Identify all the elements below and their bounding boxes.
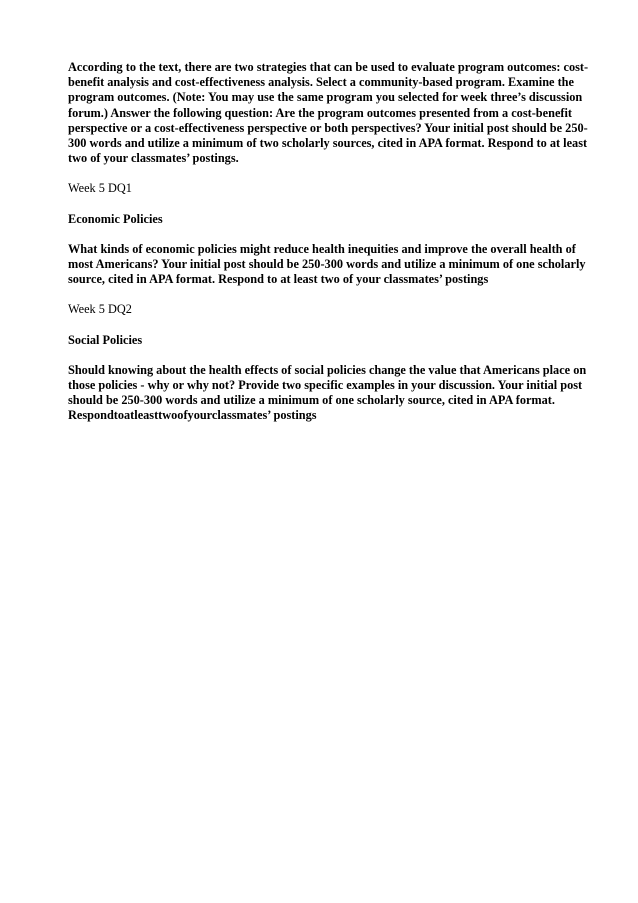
dq2-title: Social Policies: [68, 332, 143, 347]
dq1-body: What kinds of economic policies might reduce health inequities and improve the overall health of most Americans? Your initial post should be 250-300 words and utilize a minimum of one scholarly source, cited in APA format. Respond to at least two of your classmates’ postings: [68, 241, 586, 287]
intro-paragraph: According to the text, there are two strategies that can be used to evaluate program outcomes: cost-benefit analysis and cost-effectiveness analysis. Select a community-based program. Examine the program outcomes. (Note: You may use the same program you selected for week three’s discussion forum.) Answer the following question: Are the program outcomes presented from a cost-benefit perspective or a cost-effectiveness perspective or both perspectives? Your initial post should be 250-300 words and utilize a minimum of two scholarly sources, cited in APA format. Respond to at least two of your classmates’ postings.: [68, 60, 589, 166]
document-page: [68, 60, 598, 439]
dq1-heading: Week 5 DQ1: [68, 181, 132, 196]
dq1-title: Economic Policies: [68, 211, 163, 226]
dq2-body: Should knowing about the health effects of social policies change the value that Americans place on those policies - why or why not? Provide two specific examples in your discussion. Your initial post should be 250-300 words and utilize a minimum of one scholarly source, cited in APA format. Respondtoatleasttwoofyourclassmates’ postings: [68, 362, 587, 423]
dq2-heading: Week 5 DQ2: [68, 302, 132, 317]
